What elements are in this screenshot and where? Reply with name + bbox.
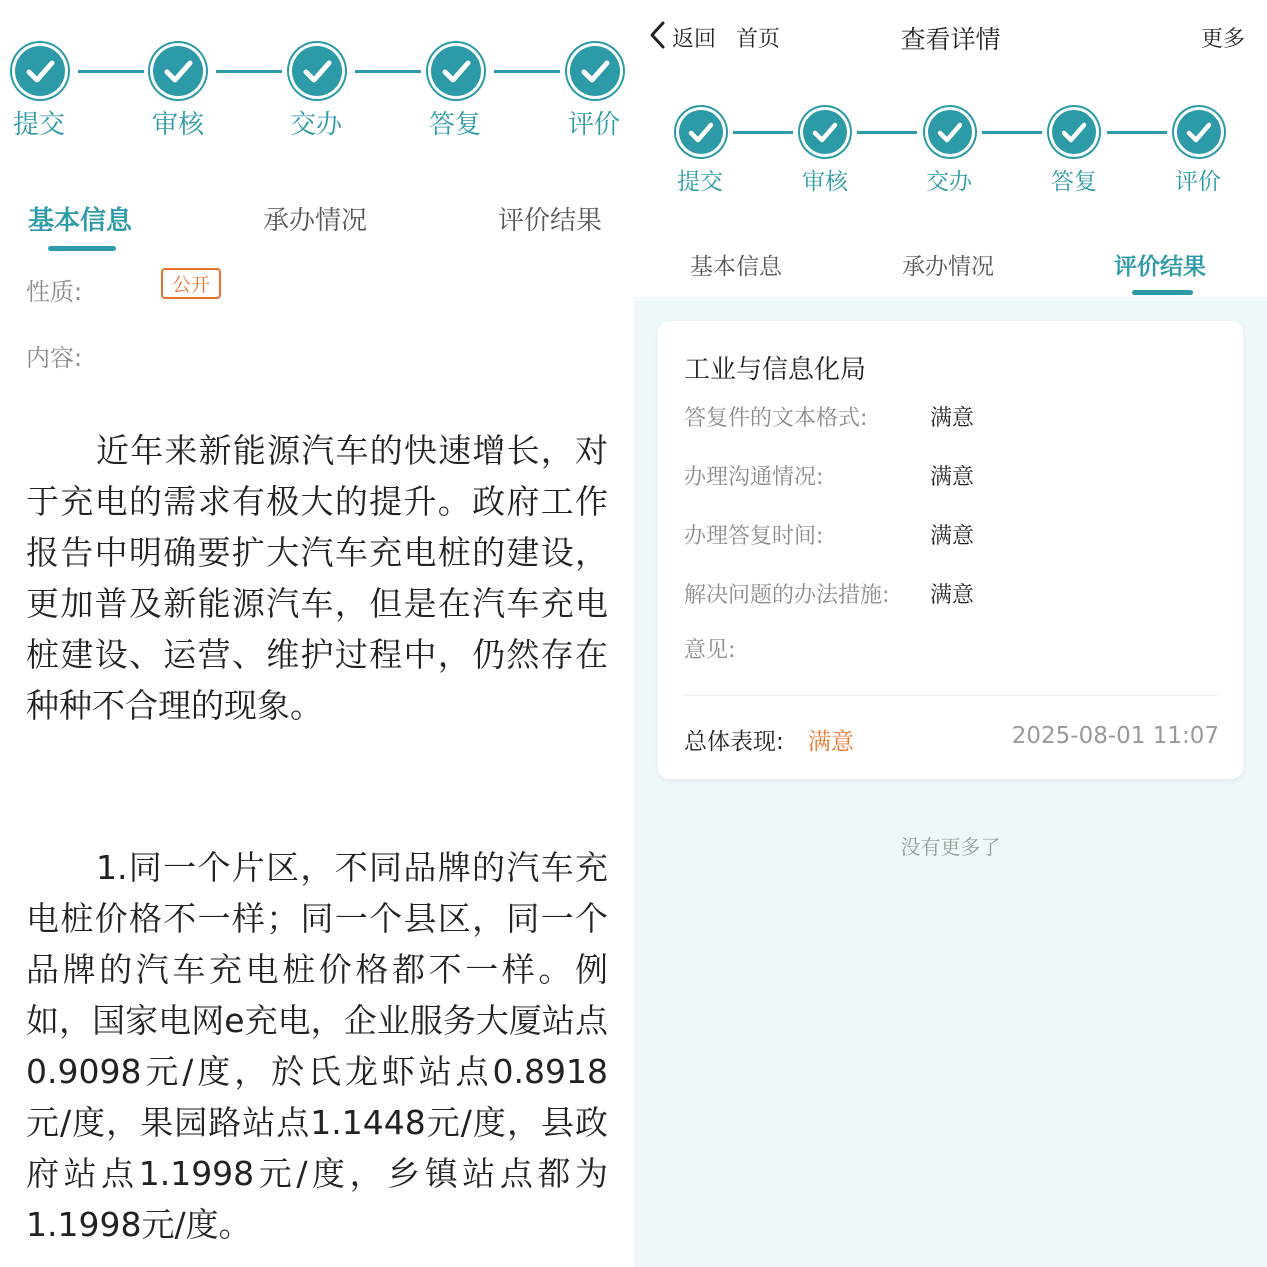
tab-handling[interactable]: 承办情况 xyxy=(263,206,368,236)
page-title: 查看详情 xyxy=(900,25,1001,54)
public-badge: 公开 xyxy=(161,268,221,299)
evaluation-content xyxy=(634,297,1267,1267)
step-connector xyxy=(857,131,917,134)
step-connector xyxy=(216,70,282,73)
step-label-evaluate: 评价 xyxy=(1175,169,1221,195)
overall-value: 满意 xyxy=(808,729,854,755)
check-icon xyxy=(292,46,342,96)
home-button[interactable]: 首页 xyxy=(736,27,781,52)
overall-label: 总体表现: xyxy=(684,729,784,755)
right-panel xyxy=(634,0,1267,1267)
step-connector xyxy=(494,70,560,73)
rating-label: 解决问题的办法措施: xyxy=(684,583,890,608)
department-name: 工业与信息化局 xyxy=(684,355,867,385)
step-label-reply: 答复 xyxy=(429,110,482,140)
active-tab-indicator xyxy=(48,246,116,251)
step-connector xyxy=(733,131,793,134)
rating-value: 满意 xyxy=(930,524,975,549)
opinion-label: 意见: xyxy=(684,638,736,663)
check-icon xyxy=(928,110,972,154)
check-icon xyxy=(679,110,723,154)
step-connector xyxy=(78,70,144,73)
check-icon xyxy=(1177,110,1221,154)
check-icon xyxy=(153,46,203,96)
step-label-submit: 提交 xyxy=(13,110,66,140)
rating-label: 答复件的文本格式: xyxy=(684,406,868,431)
rating-value: 满意 xyxy=(930,465,975,490)
step-label-reply: 答复 xyxy=(1051,169,1097,195)
evaluation-card xyxy=(658,321,1243,779)
step-label-submit: 提交 xyxy=(677,169,723,195)
step-label-evaluate: 评价 xyxy=(568,110,621,140)
rating-label: 办理沟通情况: xyxy=(684,465,824,490)
check-icon xyxy=(570,46,620,96)
step-label-review: 审核 xyxy=(802,169,848,195)
step-label-review: 审核 xyxy=(152,110,205,140)
tab-basic-info[interactable]: 基本信息 xyxy=(690,254,782,280)
step-connector xyxy=(355,70,421,73)
check-icon xyxy=(431,46,481,96)
tab-handling[interactable]: 承办情况 xyxy=(902,254,994,280)
rating-value: 满意 xyxy=(930,583,975,608)
rating-value: 满意 xyxy=(930,406,975,431)
nature-label: 性质: xyxy=(26,278,83,306)
tab-evaluation-result[interactable]: 评价结果 xyxy=(498,206,603,236)
content-paragraph: 1.同一个片区，不同品牌的汽车充电桩价格不一样；同一个县区，同一个品牌的汽车充电桩价格都不一样。例如，国家电网e充电，企业服务大厦站点0.9098元/度，於氏龙虾站点0.8918元/度，果园路站点1.1448元/度，县政府站点1.1998元/度，乡镇站点都为1.1998元/度。 xyxy=(26,848,608,1244)
card-divider xyxy=(684,695,1219,696)
content-paragraph: 近年来新能源汽车的快速增长，对于充电的需求有极大的提升。政府工作报告中明确要扩大汽车充电桩的建设，更加普及新能源汽车，但是在汽车充电桩建设、运营、维护过程中，仍然存在种种不合理的现象。 xyxy=(26,431,608,725)
step-connector xyxy=(1107,131,1167,134)
evaluation-timestamp: 2025-08-01 11:07 xyxy=(1011,723,1219,749)
check-icon xyxy=(803,110,847,154)
no-more-text: 没有更多了 xyxy=(900,835,1001,859)
rating-label: 办理答复时间: xyxy=(684,524,824,549)
step-label-assign: 交办 xyxy=(290,110,343,140)
check-icon xyxy=(1052,110,1096,154)
tab-evaluation-result[interactable]: 评价结果 xyxy=(1114,254,1206,280)
tab-basic-info[interactable]: 基本信息 xyxy=(28,206,133,236)
top-nav-bar xyxy=(634,0,1267,72)
check-icon xyxy=(15,46,65,96)
step-label-assign: 交办 xyxy=(926,169,972,195)
more-button[interactable]: 更多 xyxy=(1200,27,1245,52)
active-tab-indicator xyxy=(1132,290,1193,295)
back-button[interactable]: 返回 xyxy=(672,27,717,52)
content-label: 内容: xyxy=(26,344,83,372)
step-connector xyxy=(982,131,1042,134)
